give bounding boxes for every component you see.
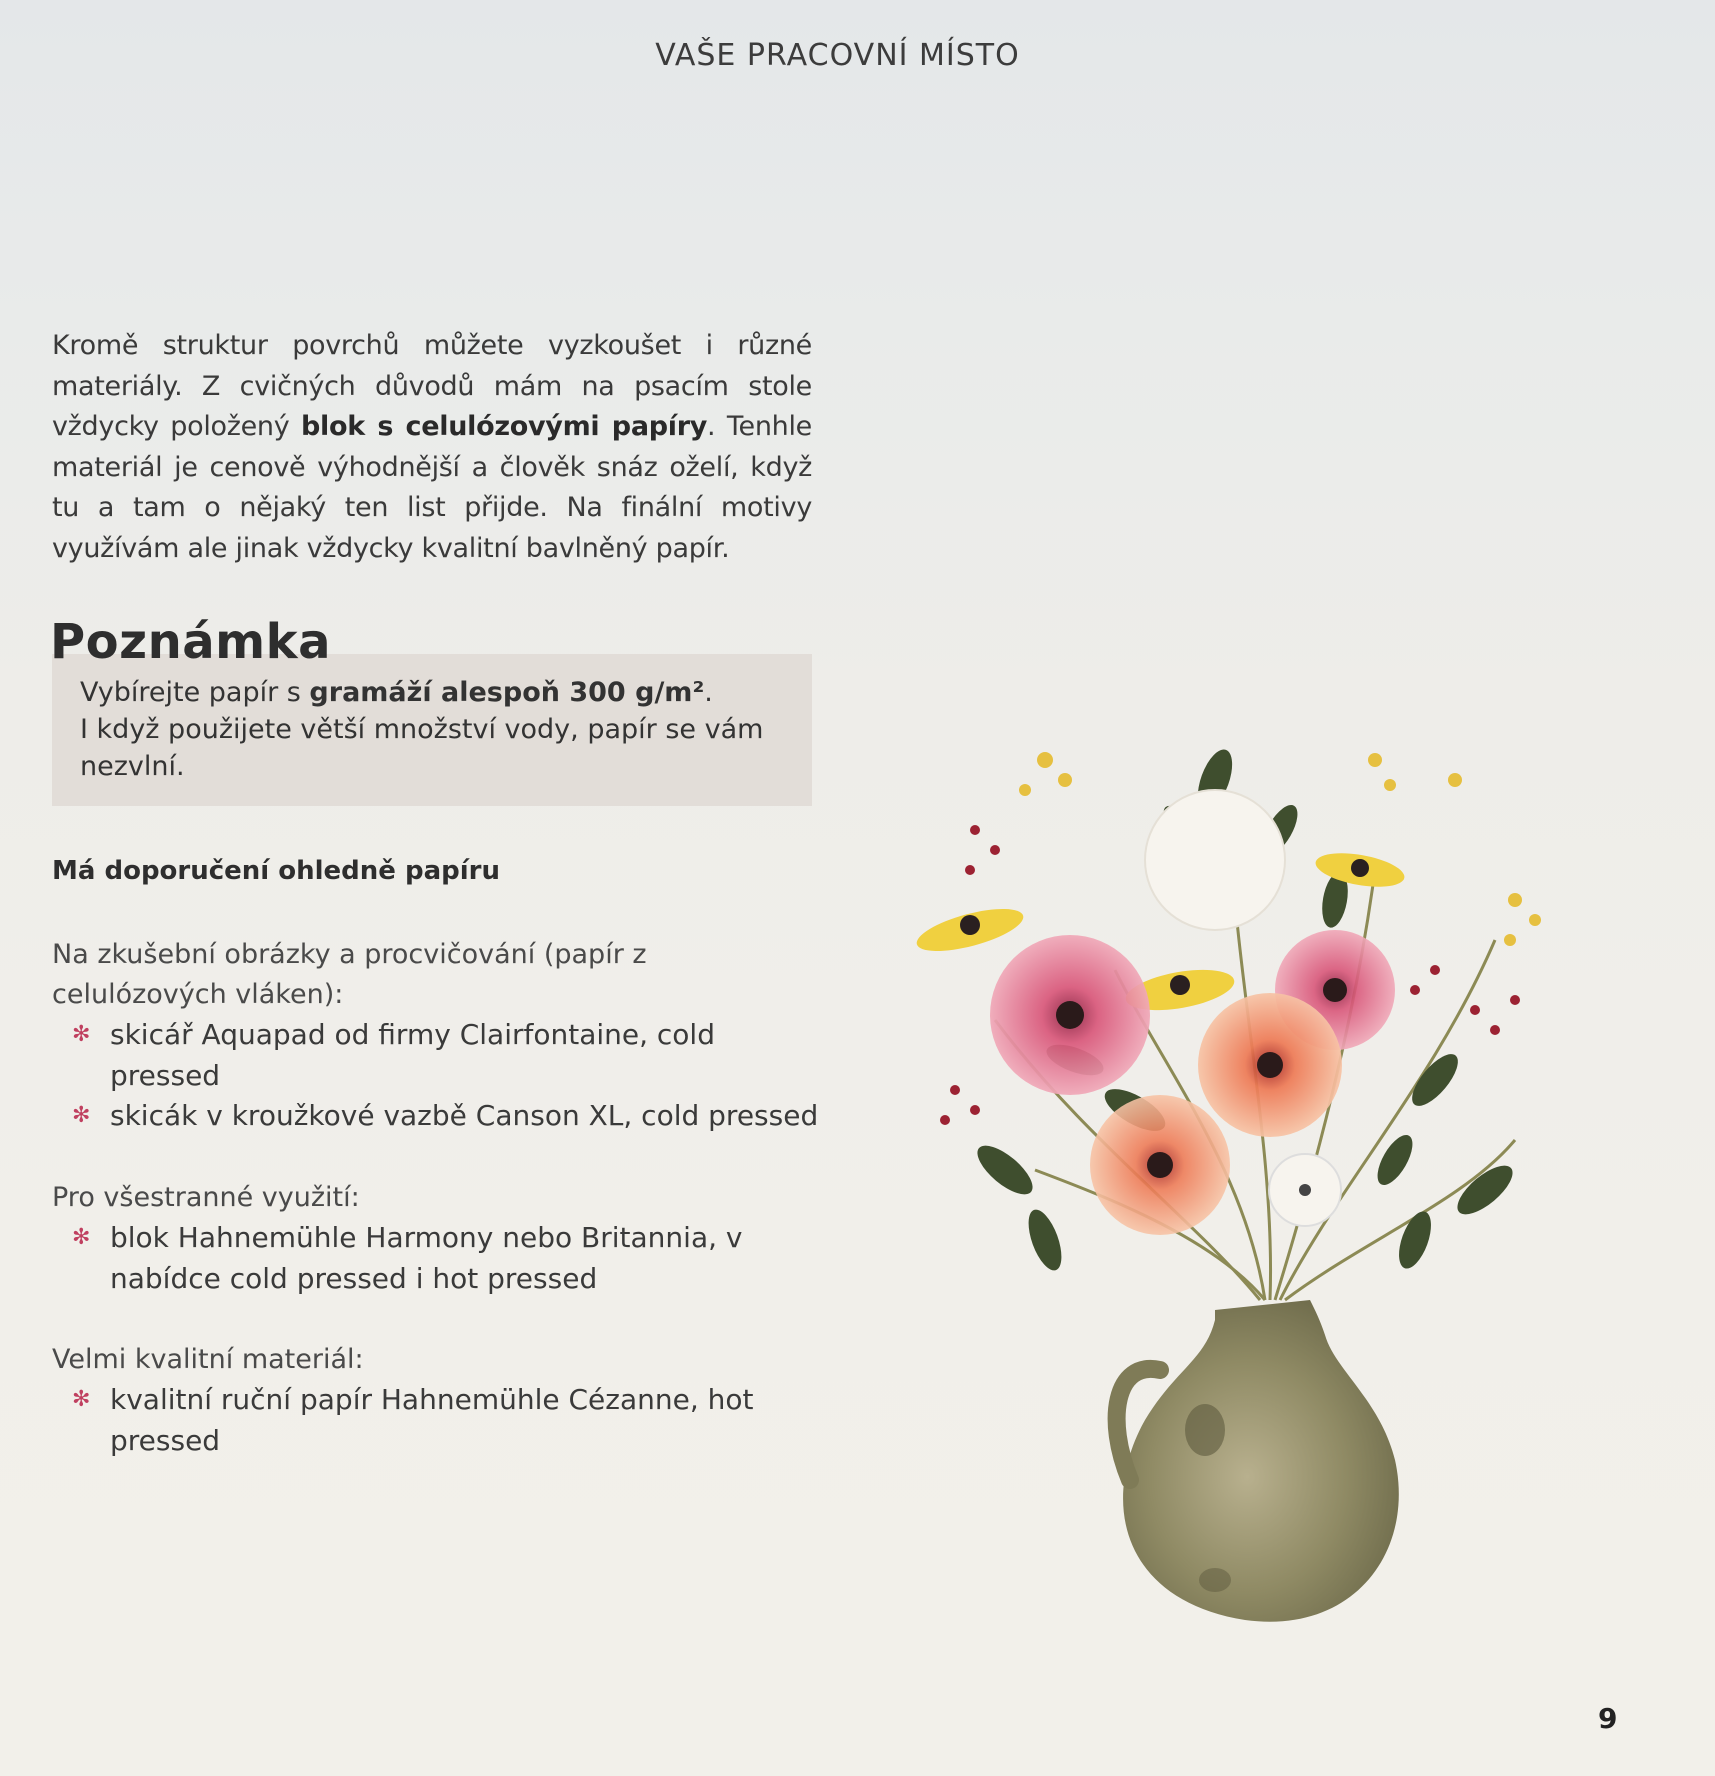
page-number: 9 [1598,1702,1618,1735]
bullet-list [72,1380,832,1461]
recommendations-title: Má doporučení ohledně papíru [52,856,501,886]
list-item: ✻ blok Hahnemühle Harmony nebo Britannia, v nabídce cold pressed i hot pressed [72,1218,832,1299]
group-label: Na zkušební obrázky a procvičování (papír z celulózových vláken): [52,939,647,1010]
bullet-icon: ✻ [72,1225,91,1250]
note-text [80,674,790,785]
note-title: Poznámka [50,614,331,670]
list-item: ✻ skicák v kroužkové vazbě Canson XL, cold pressed [72,1096,832,1137]
bullet-icon: ✻ [72,1387,91,1412]
note-line1-pre: Vybírejte papír s [80,677,310,708]
flower-vase-watercolor-icon [915,720,1615,1640]
intro-bold: blok s celulózovými papíry [301,411,708,442]
list-item: ✻ kvalitní ruční papír Hahnemühle Cézanne, hot pressed [72,1380,832,1461]
bullet-list [72,1218,832,1299]
group-label: Velmi kvalitní materiál: [52,1344,364,1375]
note-line1-post: . [704,677,713,708]
note-line1-bold: gramáží alespoň 300 g/m² [309,677,705,708]
intro-paragraph [52,326,812,569]
list-item: ✻ skicář Aquapad od firmy Clairfontaine, cold pressed [72,1015,832,1096]
intro-text-2: . Tenhle materiál je cenově výhodnější a člověk snáz oželí, když tu a tam o nějaký ten list přijde. Na finální motivy využívám ale jinak vždycky kvalitní bavlněný papír. [52,411,812,564]
bullet-icon: ✻ [72,1022,91,1047]
page-header: VAŠE PRACOVNÍ MÍSTO [655,38,1020,73]
group-label: Pro všestranné využití: [52,1182,360,1213]
intro-text-1: Kromě struktur povrchů můžete vyzkoušet i různé materiály. Z cvičných důvodů mám na psacím stole vždycky položený [52,330,812,442]
bullet-list [72,1015,832,1137]
bullet-icon: ✻ [72,1103,91,1128]
note-line2: I když použijete větší množství vody, papír se vám nezvlní. [80,714,764,782]
